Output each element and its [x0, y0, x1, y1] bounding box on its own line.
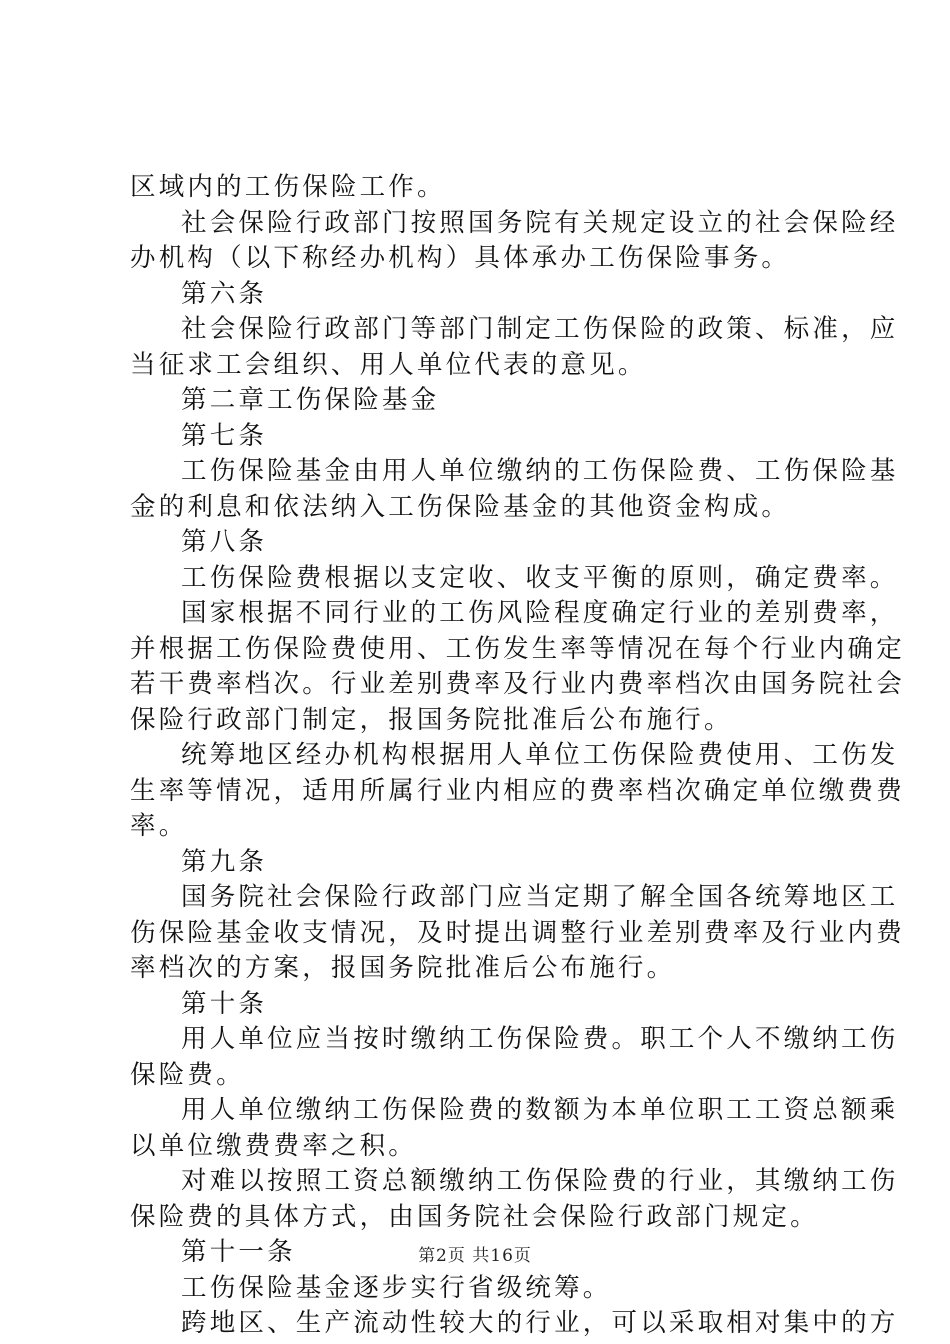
text-line: 并根据工伤保险费使用、工伤发生率等情况在每个行业内确定	[130, 633, 905, 664]
document-body	[130, 170, 905, 1342]
text-line: 金的利息和依法纳入工伤保险基金的其他资金构成。	[130, 491, 791, 522]
text-line: 以单位缴费费率之积。	[130, 1130, 418, 1161]
text-line: 第十一条	[181, 1237, 296, 1267]
text-line: 区域内的工伤保险工作。	[130, 172, 446, 202]
text-line: 社会保险行政部门等部门制定工伤保险的政策、标准，应	[181, 314, 899, 344]
text-line: 用人单位应当按时缴纳工伤保险费。职工个人不缴纳工伤	[181, 1024, 899, 1054]
text-line: 工伤保险基金由用人单位缴纳的工伤保险费、工伤保险基	[181, 456, 899, 486]
text-line: 第七条	[181, 420, 268, 451]
text-line: 伤保险基金收支情况，及时提出调整行业差别费率及行业内费	[130, 917, 905, 948]
text-line: 对难以按照工资总额缴纳工伤保险费的行业，其缴纳工伤	[181, 1166, 899, 1196]
page-number-footer: 第2页 共16页	[418, 1246, 532, 1266]
text-line: 若干费率档次。行业差别费率及行业内费率档次由国务院社会	[130, 669, 905, 699]
text-line: 工伤保险费根据以支定收、收支平衡的原则，确定费率。	[181, 562, 899, 593]
text-line: 率。	[130, 811, 188, 841]
text-line: 第十条	[181, 988, 268, 1019]
text-line: 第二章工伤保险基金	[181, 385, 440, 415]
text-line: 保险行政部门制定，报国务院批准后公布施行。	[130, 704, 733, 735]
text-line: 第六条	[181, 278, 268, 309]
text-line: 第八条	[181, 527, 268, 557]
text-line: 跨地区、生产流动性较大的行业，可以采取相对集中的方	[181, 1308, 899, 1338]
text-line: 生率等情况，适用所属行业内相应的费率档次确定单位缴费费	[130, 775, 905, 806]
text-line: 统筹地区经办机构根据用人单位工伤保险费使用、工伤发	[181, 740, 899, 770]
text-line: 办机构（以下称经办机构）具体承办工伤保险事务。	[130, 243, 791, 273]
text-line: 当征求工会组织、用人单位代表的意见。	[130, 349, 647, 380]
text-line: 保险费的具体方式，由国务院社会保险行政部门规定。	[130, 1201, 819, 1232]
text-line: 国家根据不同行业的工伤风险程度确定行业的差别费率，	[181, 598, 899, 628]
text-line: 国务院社会保险行政部门应当定期了解全国各统筹地区工	[181, 882, 899, 912]
text-line: 率档次的方案，报国务院批准后公布施行。	[130, 953, 676, 983]
text-line: 用人单位缴纳工伤保险费的数额为本单位职工工资总额乘	[181, 1095, 899, 1125]
text-line: 社会保险行政部门按照国务院有关规定设立的社会保险经	[181, 207, 899, 238]
text-line: 第九条	[181, 846, 268, 877]
text-line: 工伤保险基金逐步实行省级统筹。	[181, 1272, 612, 1303]
text-line: 保险费。	[130, 1059, 245, 1090]
